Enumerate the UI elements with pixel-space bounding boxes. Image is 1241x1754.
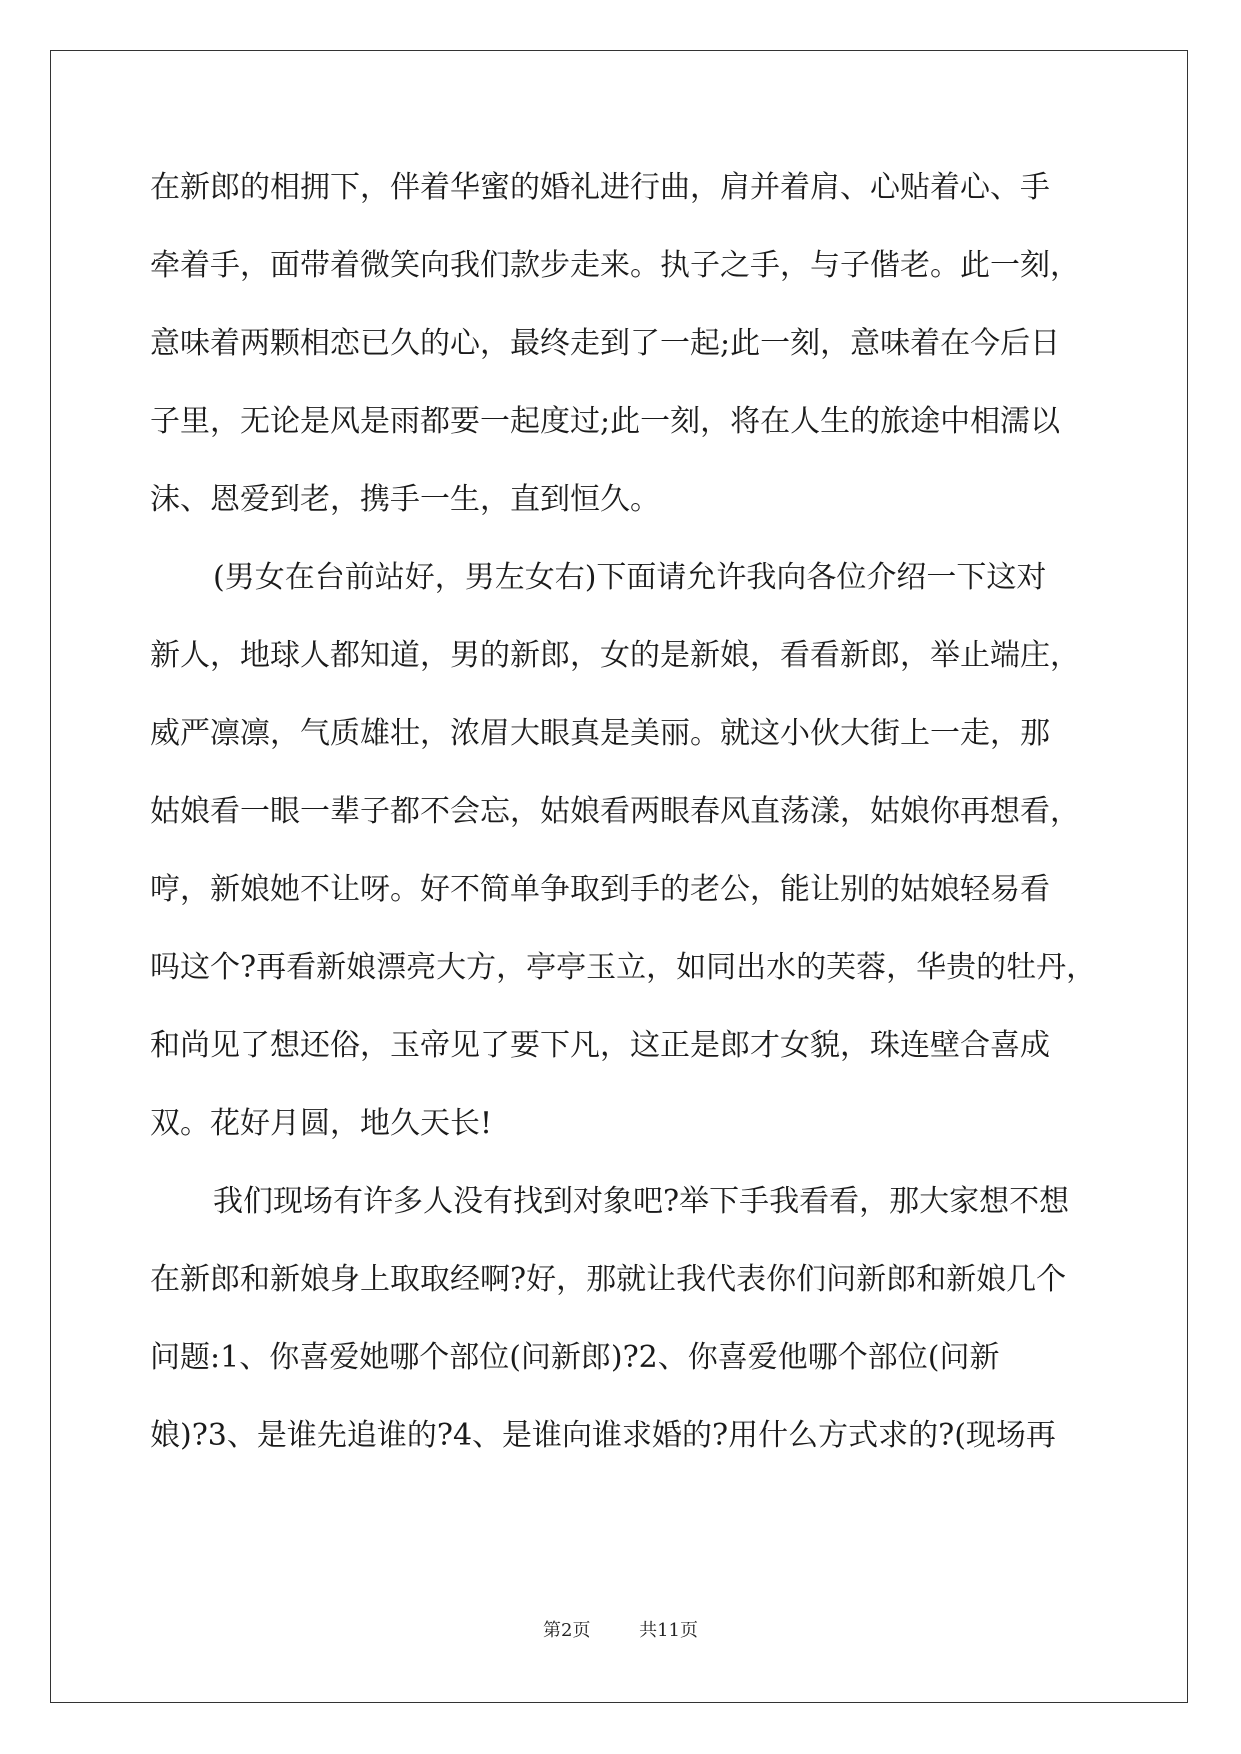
text-line: 吗这个?再看新娘漂亮大方，亭亭玉立，如同出水的芙蓉，华贵的牡丹， bbox=[150, 950, 1097, 985]
text-line: 威严凛凛，气质雄壮，浓眉大眼真是美丽。就这小伙大街上一走，那 bbox=[150, 716, 1050, 751]
paragraph-1 bbox=[150, 160, 1090, 550]
text-line: 哼，新娘她不让呀。好不简单争取到手的老公，能让别的姑娘轻易看 bbox=[150, 872, 1050, 907]
text-line: (男女在台前站好，男左女右)下面请允许我向各位介绍一下这对 bbox=[213, 560, 1047, 595]
text-line: 和尚见了想还俗，玉帝见了要下凡，这正是郎才女貌，珠连壁合喜成 bbox=[150, 1028, 1050, 1063]
text-line: 牵着手，面带着微笑向我们款步走来。执子之手，与子偕老。此一刻， bbox=[150, 248, 1080, 283]
text-line: 姑娘看一眼一辈子都不会忘，姑娘看两眼春风直荡漾，姑娘你再想看， bbox=[150, 794, 1080, 829]
text-line: 在新郎和新娘身上取取经啊?好，那就让我代表你们问新郎和新娘几个 bbox=[150, 1262, 1067, 1297]
text-line: 我们现场有许多人没有找到对象吧?举下手我看看，那大家想不想 bbox=[213, 1184, 1070, 1219]
paragraph-2 bbox=[150, 550, 1097, 1174]
text-line: 新人，地球人都知道，男的新郎，女的是新娘，看看新郎，举止端庄， bbox=[150, 638, 1080, 673]
text-line: 双。花好月圆，地久天长! bbox=[150, 1106, 493, 1141]
document-body bbox=[150, 160, 1097, 1486]
paragraph-3 bbox=[150, 1174, 1090, 1486]
text-line: 问题:1、你喜爱她哪个部位(问新郎)?2、你喜爱他哪个部位(问新 bbox=[150, 1340, 1000, 1375]
text-line: 娘)?3、是谁先追谁的?4、是谁向谁求婚的?用什么方式求的?(现场再 bbox=[150, 1418, 1056, 1453]
page-footer bbox=[0, 1616, 1241, 1642]
text-line: 在新郎的相拥下，伴着华蜜的婚礼进行曲，肩并着肩、心贴着心、手 bbox=[150, 170, 1050, 205]
page-total: 共11页 bbox=[639, 1620, 698, 1641]
text-line: 意味着两颗相恋已久的心，最终走到了一起;此一刻，意味着在今后日 bbox=[150, 326, 1061, 361]
text-line: 沫、恩爱到老，携手一生，直到恒久。 bbox=[150, 482, 660, 517]
text-line: 子里，无论是风是雨都要一起度过;此一刻，将在人生的旅途中相濡以 bbox=[150, 404, 1061, 439]
page-number: 第2页 bbox=[543, 1620, 591, 1641]
